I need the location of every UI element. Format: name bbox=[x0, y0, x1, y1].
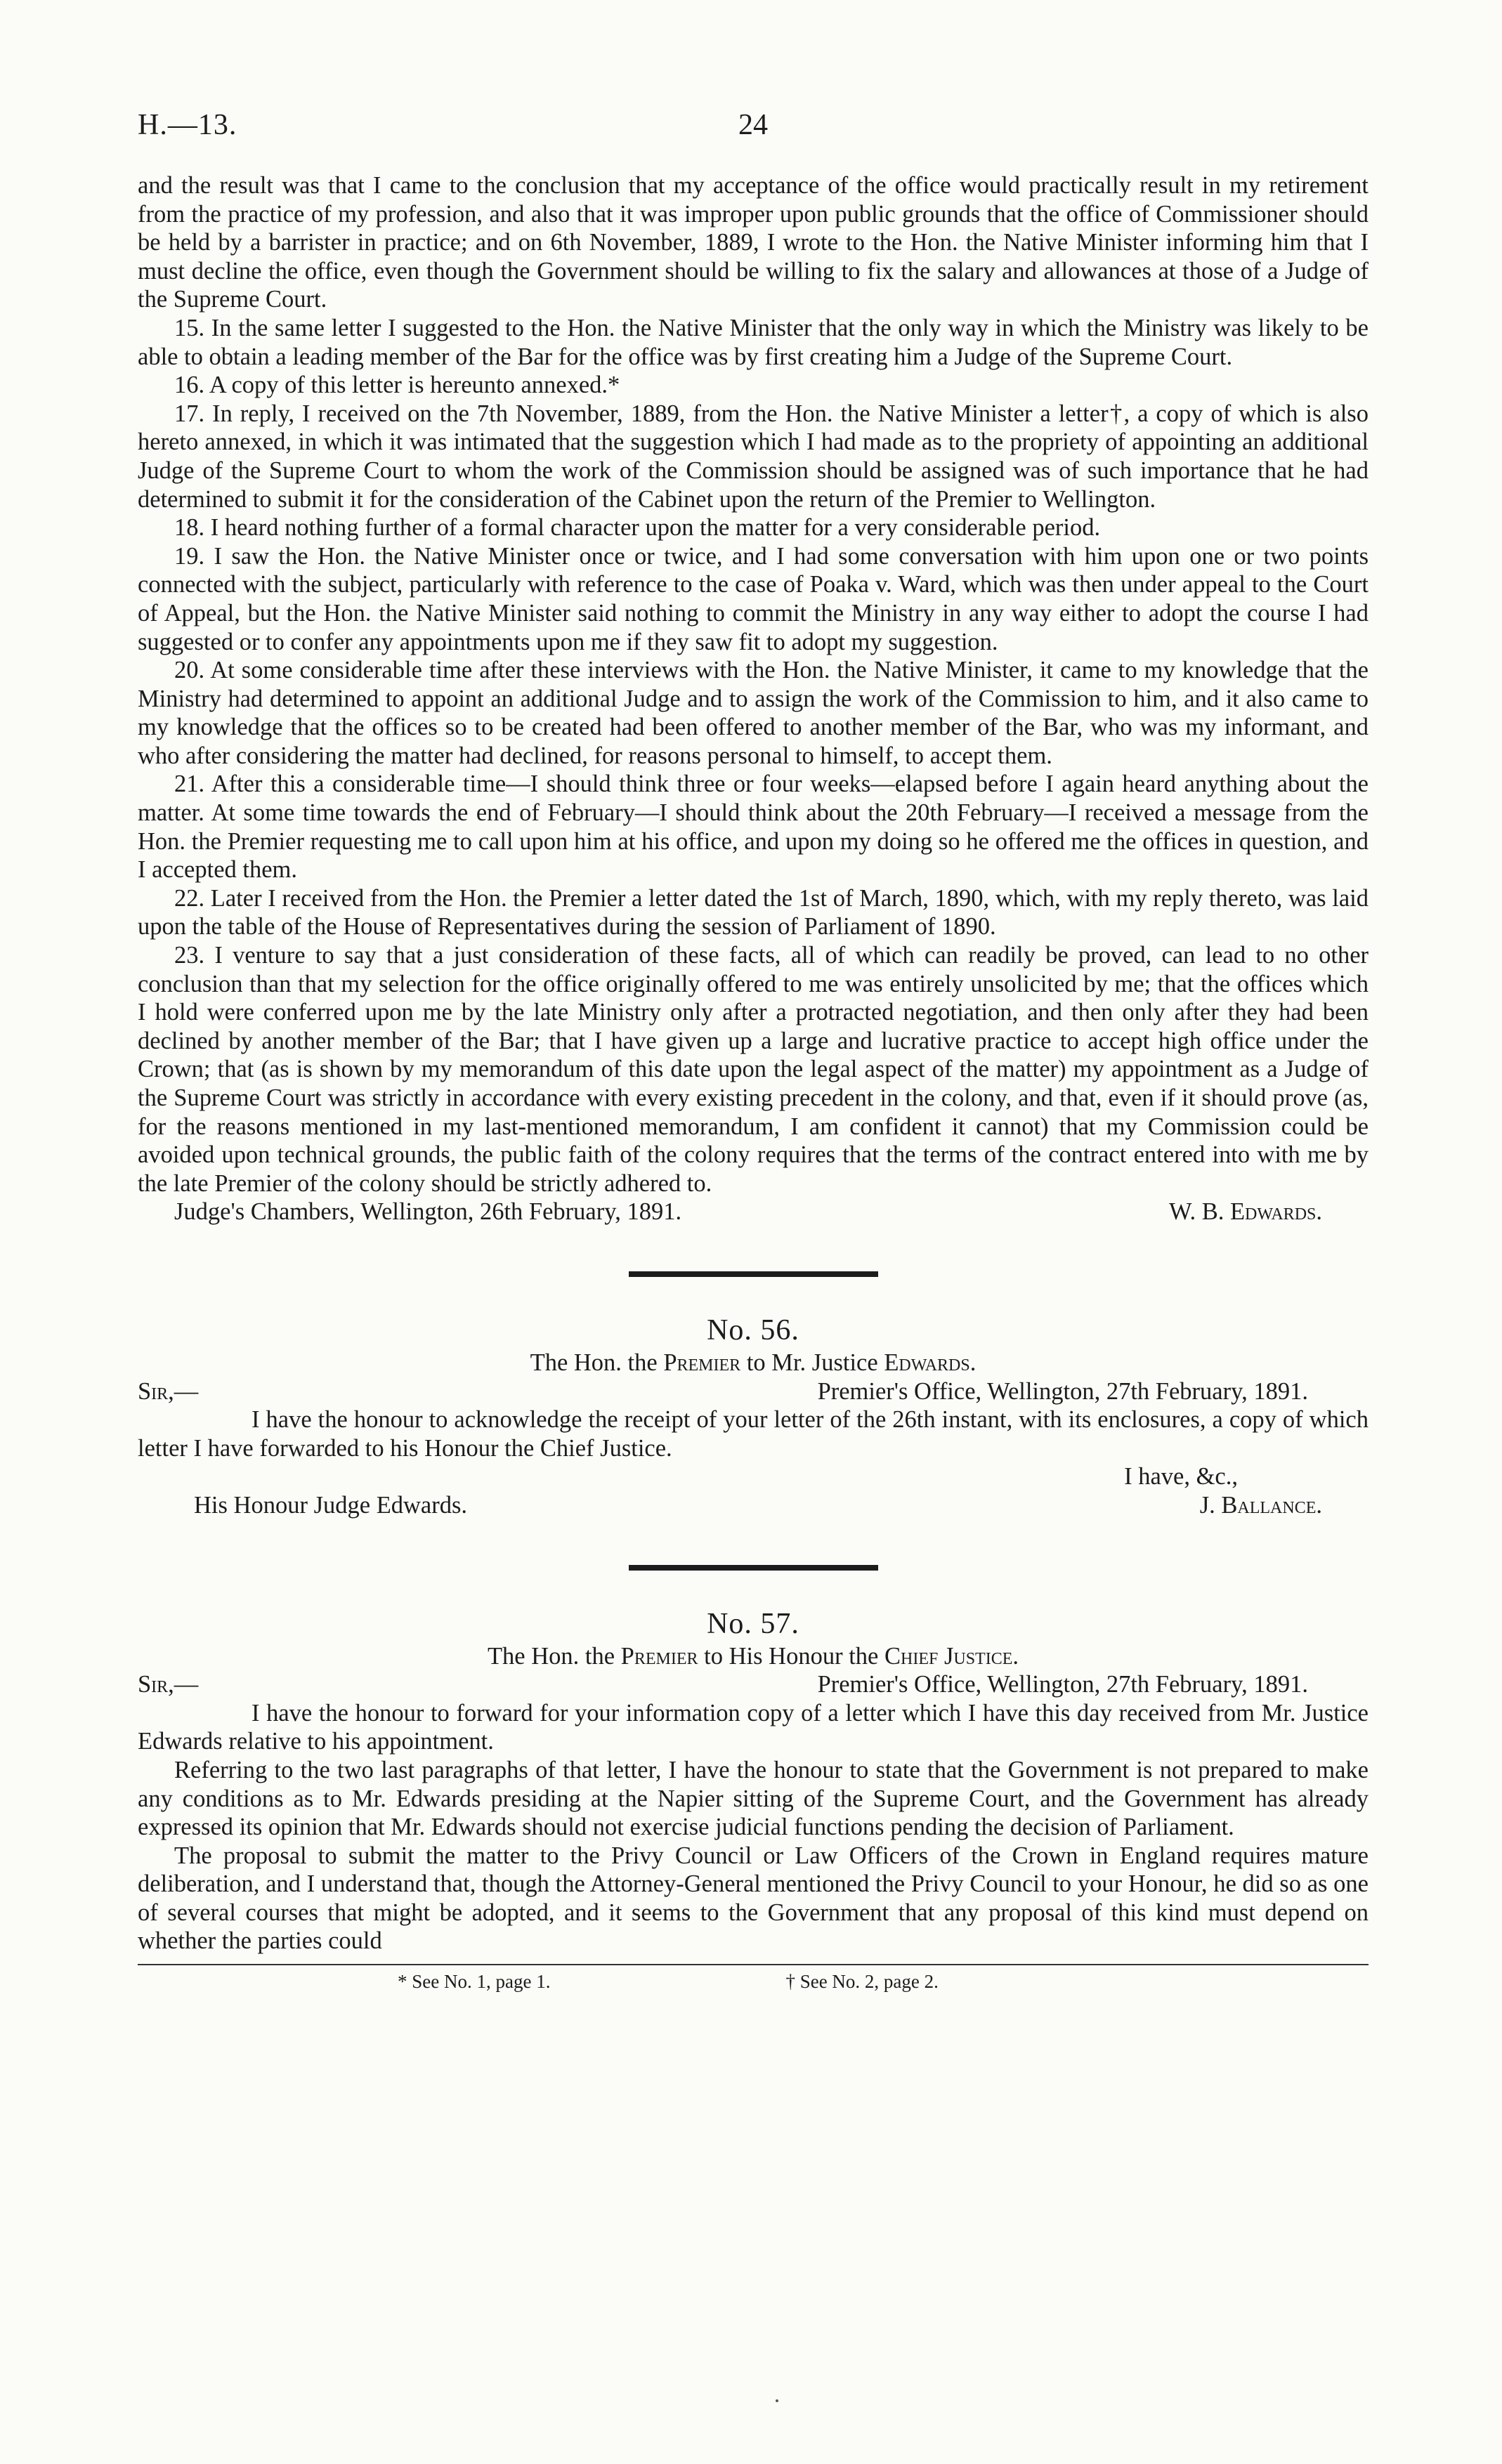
paragraph: 19. I saw the Hon. the Native Minister once or twice, and I had some conversation with him upon one or two points connected with the subject, particularly with reference to the case of Poaka v. Ward, which was then under appeal to the Court of Appeal, but the Hon. the Native Minister said nothing to commit the Ministry in any way either to adopt the course I had suggested or to confer any appointments upon me if they saw fit to adopt my suggestion. bbox=[138, 542, 1369, 655]
salutation-row bbox=[138, 1377, 1369, 1406]
document-number: No. 56. bbox=[707, 1313, 799, 1346]
signature: J. Ballance. bbox=[1199, 1491, 1322, 1519]
paragraph: 20. At some considerable time after these interviews with the Hon. the Native Minister, it came to my knowledge that the Ministry had determined to appoint an additional Judge and to assign the work of the Commission to him, and it also came to my knowledge that the offices so to be created had been offered to another member of the Bar, who was my informant, and who after considering the matter had declined, for reasons personal to himself, to accept them. bbox=[138, 657, 1369, 769]
paragraph: 16. A copy of this letter is hereunto annexed.* bbox=[174, 372, 620, 399]
document-no-56 bbox=[138, 1312, 1369, 1520]
page-number: 24 bbox=[738, 109, 768, 141]
document-no-57 bbox=[138, 1606, 1369, 1956]
page-body bbox=[138, 171, 1369, 1993]
footnote-rule bbox=[138, 1964, 1369, 1965]
document-code: H.—13. bbox=[138, 109, 237, 141]
sender-address: Premier's Office, Wellington, 27th February, 1891. bbox=[817, 1671, 1308, 1698]
signature: W. B. Edwards. bbox=[1169, 1198, 1322, 1226]
place-date: Judge's Chambers, Wellington, 26th February, 1891. bbox=[174, 1198, 682, 1226]
paragraph: I have the honour to acknowledge the receipt of your letter of the 26th instant, with its enclosures, a copy of which letter I have forwarded to his Honour the Chief Justice. bbox=[138, 1406, 1369, 1462]
letter-signoff bbox=[138, 1198, 1369, 1226]
salutation: Sir,— bbox=[138, 1377, 199, 1405]
paragraph: 22. Later I received from the Hon. the Premier a letter dated the 1st of March, 1890, which, with my reply thereto, was laid upon the table of the House of Representatives during the session of Parliament of 1890. bbox=[138, 884, 1369, 941]
footnotes bbox=[138, 1970, 1369, 1993]
document-number: No. 57. bbox=[707, 1607, 799, 1640]
paragraph: 18. I heard nothing further of a formal character upon the matter for a very considerable period. bbox=[174, 514, 1101, 542]
paragraph: I have the honour to forward for your information copy of a letter which I have this day received from Mr. Justice Edwards relative to his appointment. bbox=[138, 1699, 1369, 1755]
paragraph: Referring to the two last paragraphs of that letter, I have the honour to state that the Government is not prepared to make any conditions as to Mr. Edwards presiding at the Napier sitting of the Supreme Court, and the Government has already expressed its opinion that Mr. Edwards should not exercise judicial functions pending the decision of Parliament. bbox=[138, 1756, 1369, 1841]
section-divider bbox=[629, 1565, 878, 1571]
print-speck bbox=[776, 2399, 778, 2402]
document-page bbox=[138, 0, 1369, 2464]
document-title: The Hon. the Premier to His Honour the Chief Justice. bbox=[487, 1642, 1019, 1670]
paragraph: The proposal to submit the matter to the Privy Council or Law Officers of the Crown in England requires mature deliberation, and I understand that, though the Attorney-General mentioned the Privy Council to your Honour, he did so as one of several courses that might be adopted, and it seems to the Government that any proposal of this kind must depend on whether the parties could bbox=[138, 1842, 1369, 1955]
paragraph: 23. I venture to say that a just consideration of these facts, all of which can readily be proved, can lead to no other conclusion than that my selection for the office originally offered to me was entirely unsolicited by me; that the offices which I hold were conferred upon me by the late Ministry only after a protracted negotiation, and then only after they had been declined by another member of the Bar; that I have given up a large and lucrative practice to accept high office under the Crown; that (as is shown by my memorandum of this date upon the legal aspect of the matter) my appointment as a Judge of the Supreme Court was strictly in accordance with every existing precedent in the colony, and that, even if it should prove (as, for the reasons mentioned in my last-mentioned memorandum, I am confident it cannot) that my Commission could be avoided upon technical grounds, the public faith of the colony requires that the terms of the contract entered into with me by the late Premier of the colony should be strictly adhered to. bbox=[138, 942, 1369, 1197]
document-title: The Hon. the Premier to Mr. Justice Edwards. bbox=[530, 1349, 977, 1376]
closing: I have, &c., bbox=[1124, 1463, 1238, 1490]
page-header bbox=[138, 111, 1369, 145]
footnote: † See No. 2, page 2. bbox=[785, 1971, 939, 1993]
paragraph: 15. In the same letter I suggested to the Hon. the Native Minister that the only way in which the Ministry was likely to be able to obtain a leading member of the Bar for the office was by first creating him a Judge of the Supreme Court. bbox=[138, 314, 1369, 370]
paragraph: and the result was that I came to the conclusion that my acceptance of the office would practically result in my retirement from the practice of my profession, and also that it was improper upon public grounds that the office of Commissioner should be held by a barrister in practice; and on 6th November, 1889, I wrote to the Hon. the Native Minister informing him that I must decline the office, even though the Government should be willing to fix the salary and allowances at those of a Judge of the Supreme Court. bbox=[138, 172, 1369, 313]
paragraph: 21. After this a considerable time—I should think three or four weeks—elapsed before I again heard anything about the matter. At some time towards the end of February—I should think about the 20th February—I received a message from the Hon. the Premier requesting me to call upon him at his office, and upon my doing so he offered me the offices in question, and I accepted them. bbox=[138, 771, 1369, 884]
paragraph: 17. In reply, I received on the 7th November, 1889, from the Hon. the Native Minister a letter†, a copy of which is also hereto annexed, in which it was intimated that the suggestion which I had made as to the propriety of appointing an additional Judge of the Supreme Court to whom the work of the Commission should be assigned was of such importance that he had determined to submit it for the consideration of the Cabinet upon the return of the Premier to Wellington. bbox=[138, 400, 1369, 513]
salutation-row bbox=[138, 1670, 1369, 1699]
edwards-letter-continued bbox=[138, 171, 1369, 1226]
sender-address: Premier's Office, Wellington, 27th February, 1891. bbox=[817, 1377, 1308, 1405]
addressee: His Honour Judge Edwards. bbox=[194, 1491, 468, 1519]
signoff-row bbox=[138, 1491, 1369, 1520]
footnote: * See No. 1, page 1. bbox=[398, 1971, 551, 1993]
salutation: Sir,— bbox=[138, 1671, 199, 1698]
section-divider bbox=[629, 1271, 878, 1277]
